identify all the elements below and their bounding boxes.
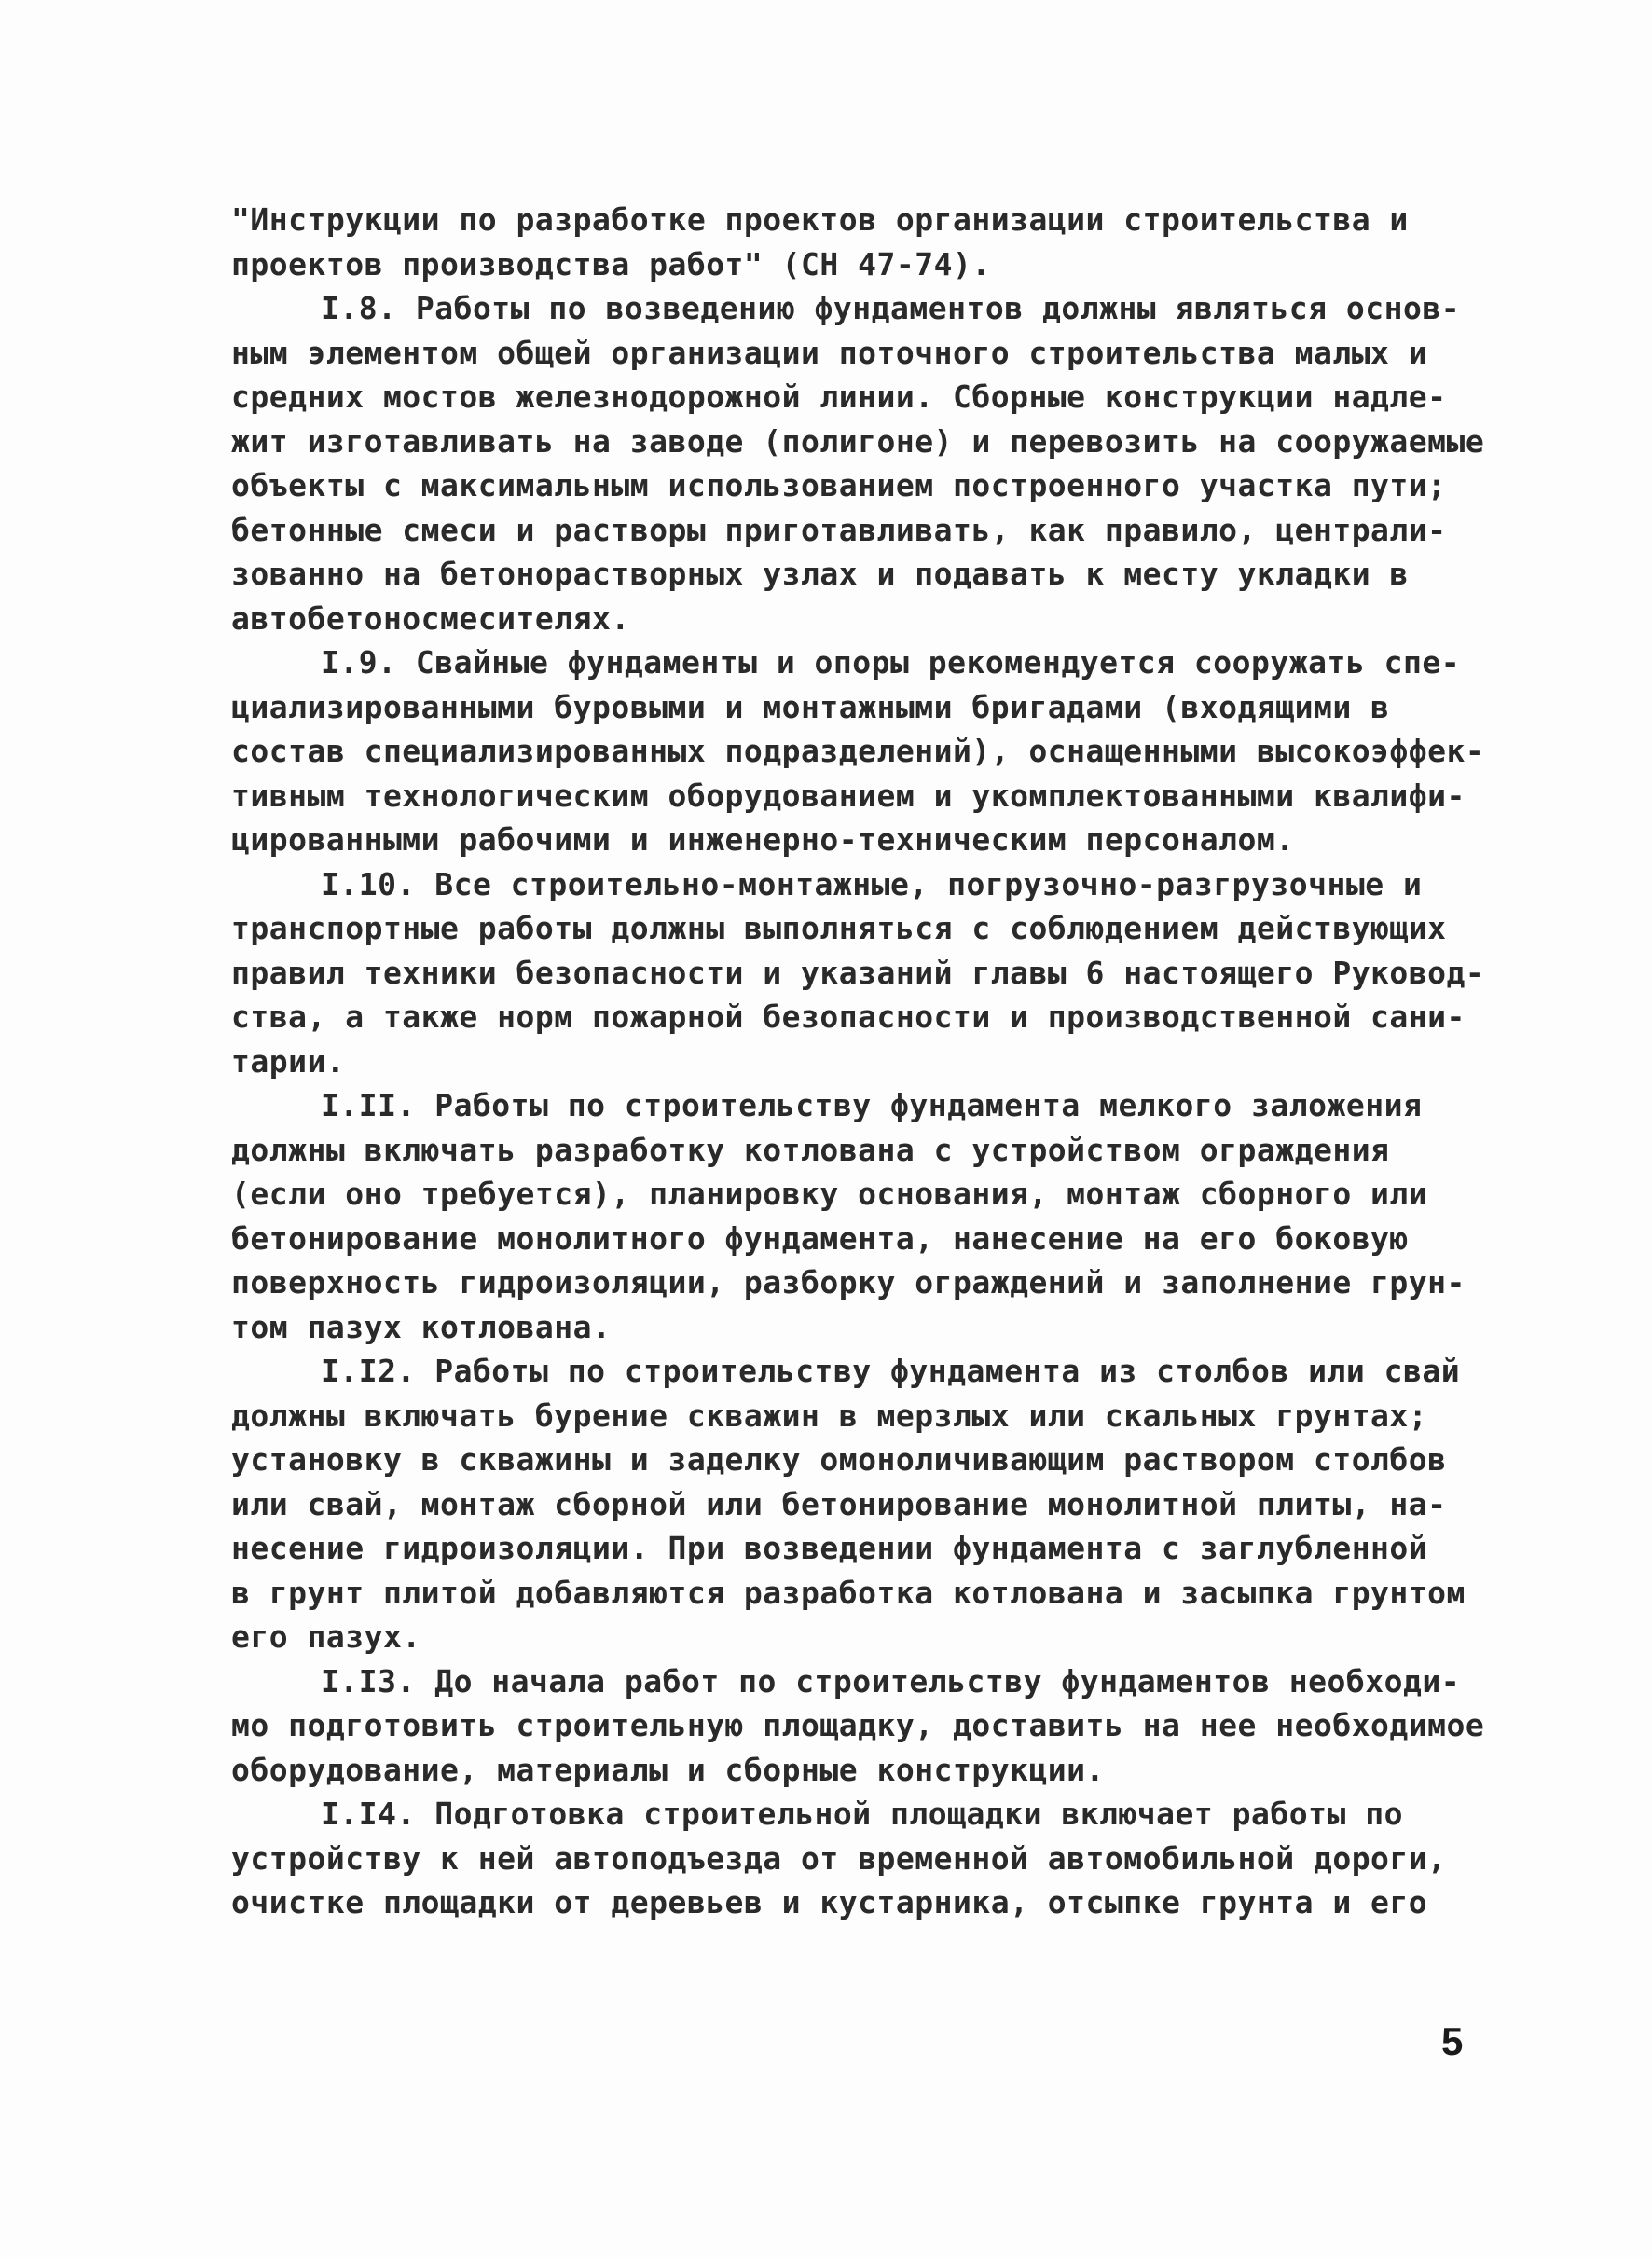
text-line: бетонные смеси и растворы приготавливать, как правило, централи- xyxy=(231,511,1447,548)
paragraph-1-13-start: I.I3. До начала работ по строительству фундаментов необходи- xyxy=(321,1662,1461,1700)
page-number: 5 xyxy=(1441,2019,1464,2063)
text-line: поверхность гидроизоляции, разборку ограждений и заполнение грун- xyxy=(231,1264,1466,1301)
paragraph-1-9-start: I.9. Свайные фундаменты и опоры рекомендуется сооружать спе- xyxy=(321,644,1461,681)
text-line: установку в скважины и заделку омоноличивающим раствором столбов xyxy=(231,1441,1447,1478)
text-line: или свай, монтаж сборной или бетонирование монолитной плиты, на- xyxy=(231,1485,1447,1522)
text-line: средних мостов железнодорожной линии. Сборные конструкции надле- xyxy=(231,378,1447,415)
text-line: правил техники безопасности и указаний главы 6 настоящего Руковод- xyxy=(231,954,1485,991)
text-line: том пазух котлована. xyxy=(231,1308,612,1345)
text-line: должны включать разработку котлована с устройством ограждения xyxy=(231,1131,1390,1168)
text-line: очистке площадки от деревьев и кустарника, отсыпке грунта и его xyxy=(231,1884,1428,1920)
text-line: ства, а также норм пожарной безопасности и производственной сани- xyxy=(231,998,1466,1035)
paragraph-1-8-start: I.8. Работы по возведению фундаментов должны являться основ- xyxy=(321,290,1461,326)
paragraph-1-10-start: I.10. Все строительно-монтажные, погрузочно-разгрузочные и xyxy=(321,865,1423,902)
text-line: бетонирование монолитного фундамента, нанесение на его боковую xyxy=(231,1219,1409,1257)
body-text xyxy=(231,198,1508,1925)
text-line: ным элементом общей организации поточного строительства малых и xyxy=(231,334,1428,371)
text-line: несение гидроизоляции. При возведении фундамента с заглубленной xyxy=(231,1530,1428,1566)
text-line: устройству к ней автоподъезда от временной автомобильной дороги, xyxy=(231,1839,1447,1877)
paragraph-1-14-start: I.I4. Подготовка строительной площадки включает работы по xyxy=(321,1796,1403,1832)
text-line: должны включать бурение скважин в мерзлых или скальных грунтах; xyxy=(231,1397,1428,1434)
text-line: мо подготовить строительную площадку, доставить на нее необходимое xyxy=(231,1707,1485,1743)
text-line: (если оно требуется), планировку основания, монтаж сборного или xyxy=(231,1176,1428,1212)
paragraph-1-12-start: I.I2. Работы по строительству фундамента из столбов или свай xyxy=(321,1353,1461,1389)
text-line: объекты с максимальным использованием построенного участка пути; xyxy=(231,467,1447,503)
paragraph-1-11-start: I.II. Работы по строительству фундамента мелкого заложения xyxy=(321,1087,1423,1123)
text-line: жит изготавливать на заводе (полигоне) и перевозить на сооружаемые xyxy=(231,422,1485,460)
text-line: автобетоносмесителях. xyxy=(231,599,630,637)
text-line: транспортные работы должны выполняться с соблюдением действующих xyxy=(231,910,1447,946)
text-line: оборудование, материалы и сборные конструкции. xyxy=(231,1751,1105,1788)
text-line: цированными рабочими и инженерно-техническим персоналом. xyxy=(231,821,1295,858)
text-line: его пазух. xyxy=(231,1618,421,1655)
text-line: "Инструкции по разработке проектов организации строительства и xyxy=(231,201,1409,238)
text-line: проектов производства работ" (СН 47-74). xyxy=(231,245,991,282)
text-line: состав специализированных подразделений), оснащенными высокоэффек- xyxy=(231,733,1485,769)
text-line: в грунт плитой добавляются разработка котлована и засыпка грунтом xyxy=(231,1574,1466,1611)
text-line: зованно на бетонорастворных узлах и подавать к месту укладки в xyxy=(231,556,1409,592)
text-line: тарии. xyxy=(231,1042,346,1080)
text-line: циализированными буровыми и монтажными бригадами (входящими в xyxy=(231,688,1390,725)
text-line: тивным технологическим оборудованием и укомплектованными квалифи- xyxy=(231,777,1466,814)
